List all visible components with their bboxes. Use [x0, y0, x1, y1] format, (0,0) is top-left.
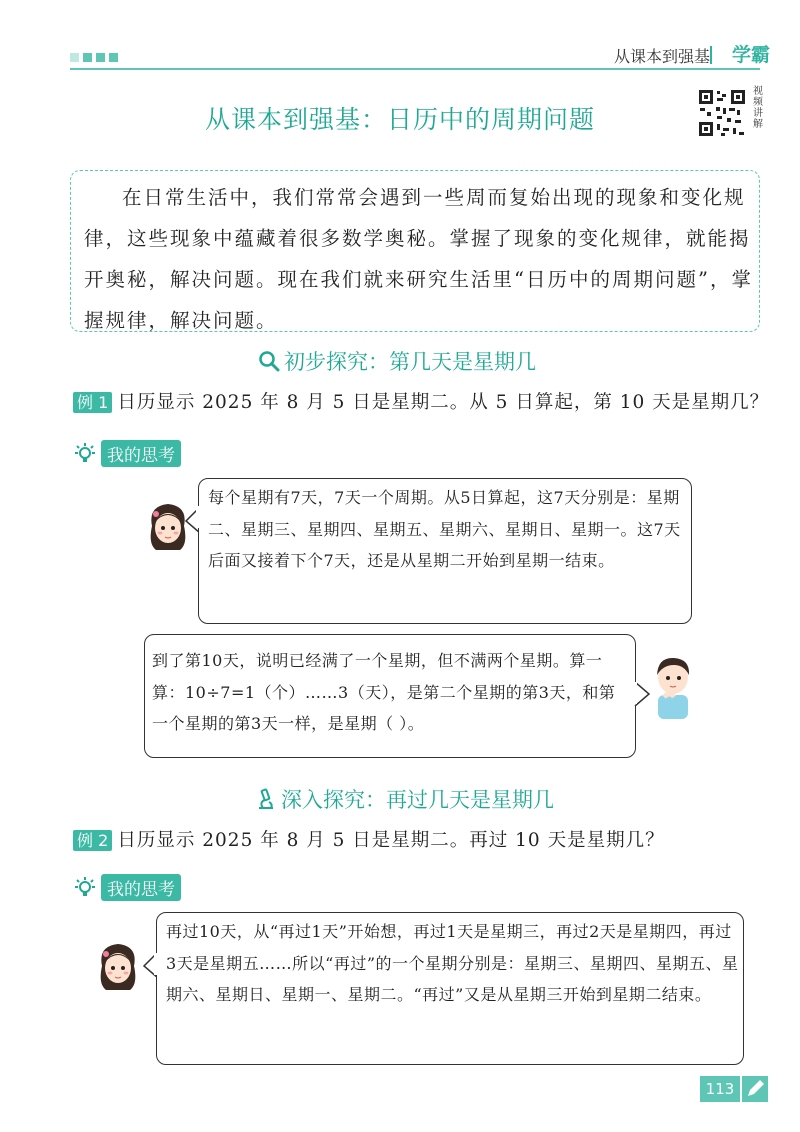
example-1-tag: 例 1 [73, 392, 112, 413]
header-section-title: 从课本到强基 [613, 47, 710, 66]
header-brand: 学霸 [731, 44, 770, 66]
lightbulb-icon [73, 877, 97, 899]
girl-avatar-icon [96, 940, 140, 994]
speech-bubble-1-text: 每个星期有7天，7天一个周期。从5日算起，这7天分别是：星期二、星期三、星期四、星期五、星期六、星期日、星期一。这7天后面又接着下个7天，还是从星期二开始到星期一结束。 [208, 488, 681, 570]
page-number: 113 [700, 1076, 740, 1102]
pencil-icon [742, 1076, 768, 1102]
microscope-icon [255, 788, 277, 810]
thinking-label-2-text: 我的思考 [101, 874, 181, 901]
section-heading-2-text: 深入探究：再过几天是星期几 [281, 788, 554, 812]
example-2 [73, 826, 665, 852]
thinking-label-1-text: 我的思考 [101, 440, 181, 467]
magnifier-icon [258, 350, 280, 372]
header-rule [70, 68, 760, 70]
bubble-3-tail-mask [154, 953, 160, 975]
header-divider [710, 46, 712, 64]
example-2-tag: 例 2 [73, 830, 112, 851]
header-decoration [70, 53, 118, 62]
example-2-text: 日历显示 2025 年 8 月 5 日是星期二。再过 10 天是星期几？ [117, 830, 665, 851]
thinking-label-1 [73, 440, 181, 467]
section-heading-1 [258, 346, 536, 376]
page-title: 从课本到强基：日历中的周期问题 [204, 105, 595, 134]
speech-bubble-2-text: 到了第10天，说明已经满了一个星期，但不满两个星期。算一算：10÷7=1（个）……3（天），是第二个星期的第3天，和第一个星期的第3天一样，是星期（ ）。 [152, 651, 616, 733]
section-heading-2 [255, 784, 554, 814]
bubble-1-tail-mask [196, 506, 202, 528]
boy-avatar-icon [650, 653, 696, 721]
speech-bubble-3-text: 再过10天，从“再过1天”开始想，再过1天是星期三，再过2天是星期四，再过3天是星期五……所以“再过”的一个星期分别是：星期三、星期四、星期五、星期六、星期日、星期一、星期二。“再过”又是从星期三开始到星期二结束。 [166, 922, 739, 1004]
example-1-text: 日历显示 2025 年 8 月 5 日是星期二。从 5 日算起，第 10 天是星期几？ [117, 392, 770, 413]
section-heading-1-text: 初步探究：第几天是星期几 [284, 350, 536, 374]
thinking-label-2 [73, 874, 181, 901]
lightbulb-icon [73, 443, 97, 465]
intro-text: 在日常生活中，我们常常会遇到一些周而复始出现的现象和变化规律，这些现象中蕴藏着很多数学奥秘。掌握了现象的变化规律，就能揭开奥秘，解决问题。现在我们就来研究生活里“日历中的周期问题”，掌握规律，解决问题。 [84, 186, 753, 332]
bubble-2-tail-mask [632, 682, 637, 704]
example-1 [73, 388, 769, 414]
qr-caption: 视频讲解 [753, 86, 763, 130]
qr-code-icon[interactable] [697, 88, 747, 138]
